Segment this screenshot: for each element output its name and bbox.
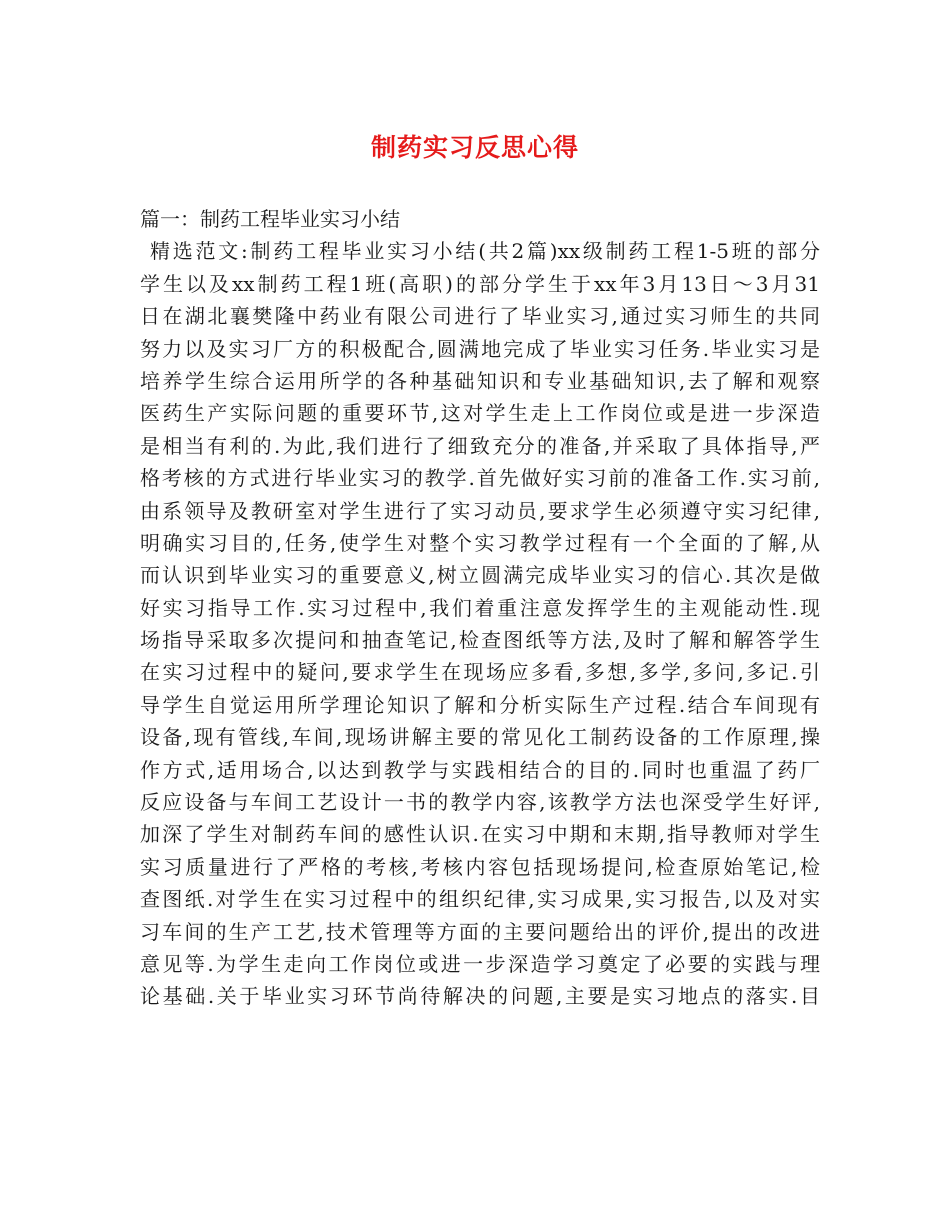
body-line: 日在湖北襄樊隆中药业有限公司进行了毕业实习,通过实习师生的共同 [140, 304, 820, 329]
body-line: 由系领导及教研室对学生进行了实习动员,要求学生必须遵守实习纪律, [140, 498, 820, 523]
document-body [140, 203, 820, 1013]
body-line: 导学生自觉运用所学理论知识了解和分析实际生产过程.结合车间现有 [140, 692, 820, 717]
body-line: 好实习指导工作.实习过程中,我们着重注意发挥学生的主观能动性.现 [140, 595, 820, 620]
body-line: 是相当有利的.为此,我们进行了细致充分的准备,并采取了具体指导,严 [140, 433, 820, 458]
body-line: 在实习过程中的疑问,要求学生在现场应多看,多想,多学,多问,多记.引 [140, 660, 820, 685]
body-line: 努力以及实习厂方的积极配合,圆满地完成了毕业实习任务.毕业实习是 [140, 336, 820, 361]
body-line: 医药生产实际问题的重要环节,这对学生走上工作岗位或是进一步深造 [140, 401, 820, 426]
body-line: 而认识到毕业实习的重要意义,树立圆满完成毕业实习的信心.其次是做 [140, 563, 820, 588]
body-line: 精选范文:制药工程毕业实习小结(共2篇)xx级制药工程1-5班的部分 [150, 239, 820, 264]
body-line: 设备,现有管线,车间,现场讲解主要的常见化工制药设备的工作原理,操 [140, 725, 820, 750]
body-line: 反应设备与车间工艺设计一书的教学内容,该教学方法也深受学生好评, [140, 790, 820, 815]
body-line: 论基础.关于毕业实习环节尚待解决的问题,主要是实习地点的落实.目 [140, 984, 820, 1009]
body-line: 场指导采取多次提问和抽查笔记,检查图纸等方法,及时了解和解答学生 [140, 628, 820, 653]
document-title: 制药实习反思心得 [370, 133, 579, 162]
body-line: 实习质量进行了严格的考核,考核内容包括现场提问,检查原始笔记,检 [140, 854, 820, 879]
body-line: 习车间的生产工艺,技术管理等方面的主要问题给出的评价,提出的改进 [140, 919, 820, 944]
body-line: 培养学生综合运用所学的各种基础知识和专业基础知识,去了解和观察 [140, 368, 820, 393]
body-line: 格考核的方式进行毕业实习的教学.首先做好实习前的准备工作.实习前, [140, 466, 820, 491]
body-line: 作方式,适用场合,以达到教学与实践相结合的目的.同时也重温了药厂 [140, 757, 820, 782]
body-line: 学生以及xx制药工程1班(高职)的部分学生于xx年3月13日～3月31 [140, 271, 820, 296]
body-line: 加深了学生对制药车间的感性认识.在实习中期和末期,指导教师对学生 [140, 822, 820, 847]
body-line: 明确实习目的,任务,使学生对整个实习教学过程有一个全面的了解,从 [140, 530, 820, 555]
body-line: 查图纸.对学生在实习过程中的组织纪律,实习成果,实习报告,以及对实 [140, 887, 820, 912]
body-line: 意见等.为学生走向工作岗位或进一步深造学习奠定了必要的实践与理 [140, 951, 820, 976]
section-heading: 篇一：制药工程毕业实习小结 [140, 207, 400, 231]
